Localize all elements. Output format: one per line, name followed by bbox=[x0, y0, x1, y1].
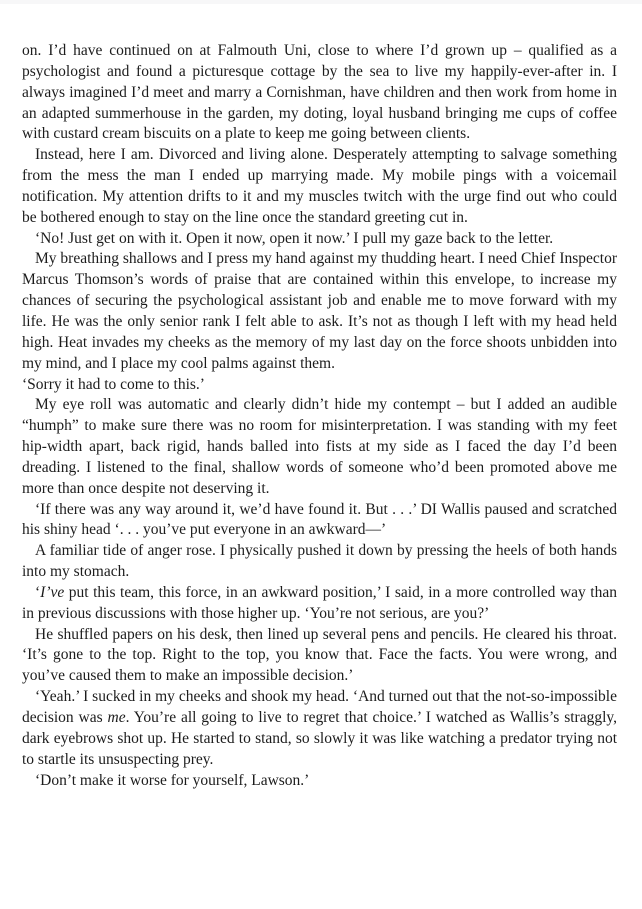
paragraph bbox=[22, 500, 617, 542]
window-top-edge bbox=[0, 0, 642, 4]
paragraph bbox=[22, 583, 617, 625]
text-run: put this team, this force, in an awkward position,’ I said, in a more controlled way than in previous discussions with those higher up. ‘You’re not serious, are you?’ bbox=[22, 583, 617, 622]
paragraph bbox=[22, 541, 617, 583]
paragraph bbox=[22, 625, 617, 688]
paragraph bbox=[22, 41, 617, 145]
paragraph bbox=[22, 145, 617, 228]
italic-text-run: I’ve bbox=[40, 583, 65, 601]
text-run: ‘ bbox=[35, 583, 41, 601]
page-text bbox=[22, 41, 617, 791]
text-run: ‘If there was any way around it, we’d have found it. But . . .’ DI Wallis paused and scratched his shiny head ‘. . . you’ve put everyone in an awkward—’ bbox=[22, 500, 617, 539]
text-run: My eye roll was automatic and clearly didn’t hide my contempt – but I added an audible “humph” to make sure there was no room for misinterpretation. I was standing with my feet hip-width apart, back rigid, hands balled into fists at my side as I faced the day I’d been dreading. I listened to the final, shallow words of someone who’d been promoted above me more than once despite not deserving it. bbox=[22, 396, 617, 497]
paragraph bbox=[22, 687, 617, 770]
text-run: ‘Don’t make it worse for yourself, Lawson.’ bbox=[35, 771, 310, 789]
text-run: My breathing shallows and I press my hand against my thudding heart. I need Chief Inspector Marcus Thomson’s words of praise that are contained within this envelope, to increase my chances of securing the psychological assistant job and enable me to move forward with my life. He was the only senior rank I felt able to ask. It’s not as though I left with my head held high. Heat invades my cheeks as the memory of my last day on the force shoots unbidden into my mind, and I place my cool palms against them. bbox=[22, 250, 617, 372]
paragraph bbox=[22, 249, 617, 374]
text-run: A familiar tide of anger rose. I physically pushed it down by pressing the heels of both hands into my stomach. bbox=[22, 542, 617, 581]
paragraph bbox=[22, 229, 617, 250]
italic-text-run: me bbox=[107, 709, 126, 726]
paragraph bbox=[22, 771, 617, 792]
paragraph bbox=[22, 375, 617, 396]
text-run: Instead, here I am. Divorced and living alone. Desperately attempting to salvage something from the mess the man I ended up marrying made. My mobile pings with a voicemail notification. My attention drifts to it and my muscles twitch with the urge find out who could be bothered enough to stay on the line once the standard greeting cut in. bbox=[22, 146, 617, 226]
text-run: . You’re all going to live to regret that choice.’ I watched as Wallis’s straggly, dark eyebrows shot up. He started to stand, so slowly it was like watching a predator trying not to startle its unsuspecting prey. bbox=[22, 709, 617, 768]
text-run: ‘Sorry it had to come to this.’ bbox=[22, 375, 205, 393]
text-run: ‘Yeah.’ I sucked in my cheeks and shook my head. ‘And turned out that the not-so-impossible decision was bbox=[22, 688, 617, 726]
text-run: on. I’d have continued on at Falmouth Uni, close to where I’d grown up – qualified as a psychologist and found a picturesque cottage by the sea to live my happily-ever-after in. I always imagined I’d meet and marry a Cornishman, have children and then work from home in an adapted summerhouse in the garden, my doting, loyal husband bringing me cups of coffee with custard cream biscuits on a plate to keep me going between clients. bbox=[22, 42, 617, 143]
text-run: ‘No! Just get on with it. Open it now, open it now.’ I pull my gaze back to the letter. bbox=[35, 229, 554, 247]
text-run: He shuffled papers on his desk, then lined up several pens and pencils. He cleared his throat. ‘It’s gone to the top. Right to the top, you know that. Face the facts. You were wrong, and you’ve caused them to make an impossible decision.’ bbox=[22, 625, 617, 685]
paragraph bbox=[22, 395, 617, 499]
